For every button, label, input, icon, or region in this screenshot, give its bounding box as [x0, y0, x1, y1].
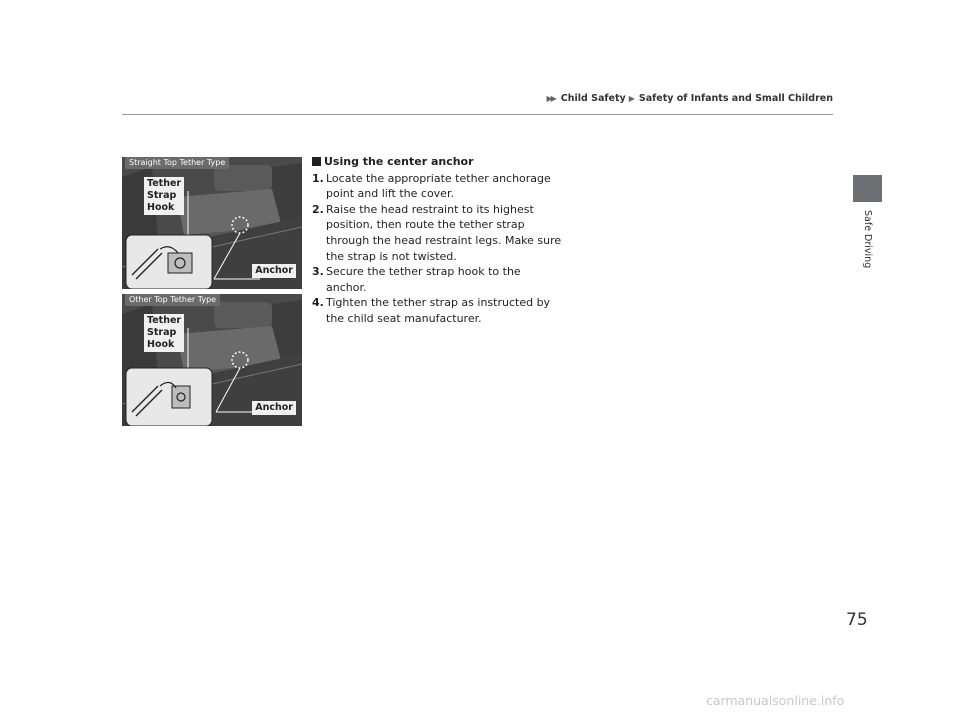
- tether-strap-hook-label: Tether Strap Hook: [144, 314, 184, 352]
- section-tab-marker[interactable]: [853, 175, 882, 202]
- section-tab-label: Safe Driving: [862, 209, 873, 269]
- section-heading-text: Using the center anchor: [324, 155, 474, 168]
- breadcrumb-arrow-icon: ▶▶: [546, 94, 555, 103]
- watermark[interactable]: carmanualsonline.info: [706, 693, 845, 708]
- step-number: 4.: [312, 296, 324, 310]
- figure-straight-top-tether: [122, 157, 302, 289]
- section-tab[interactable]: [853, 204, 882, 274]
- square-bullet-icon: [312, 157, 321, 166]
- figure-title: Other Top Tether Type: [125, 294, 220, 306]
- step-item: [312, 171, 562, 202]
- step-text: Tighten the tether strap as instructed by the child seat manufacturer.: [326, 296, 551, 325]
- figure-other-top-tether: [122, 294, 302, 426]
- breadcrumb-arrow-icon: ▶: [628, 94, 633, 103]
- page-number: 75: [846, 610, 868, 630]
- breadcrumb-item-safety-infants[interactable]: Safety of Infants and Small Children: [638, 93, 833, 104]
- step-number: 3.: [312, 265, 324, 279]
- anchor-label: Anchor: [252, 401, 296, 415]
- step-number: 1.: [312, 171, 324, 185]
- step-item: [312, 295, 562, 326]
- step-text: Locate the appropriate tether anchorage point and lift the cover.: [326, 171, 551, 201]
- steps-list: [312, 171, 562, 327]
- step-item: [312, 202, 562, 264]
- step-item: [312, 264, 562, 295]
- step-number: 2.: [312, 202, 324, 216]
- tether-strap-hook-label: Tether Strap Hook: [144, 177, 184, 215]
- section-heading: [312, 154, 562, 170]
- instructions: [312, 154, 562, 327]
- step-text: Secure the tether strap hook to the anchor.: [326, 265, 521, 294]
- step-text: Raise the head restraint to its highest position, then route the tether strap through the head restraint legs. Make sure the strap is not twisted.: [326, 202, 562, 263]
- breadcrumb-item-child-safety[interactable]: Child Safety: [560, 93, 626, 104]
- breadcrumb: [546, 93, 833, 104]
- header-divider: [122, 114, 833, 115]
- anchor-label: Anchor: [252, 264, 296, 278]
- figure-title: Straight Top Tether Type: [125, 157, 229, 169]
